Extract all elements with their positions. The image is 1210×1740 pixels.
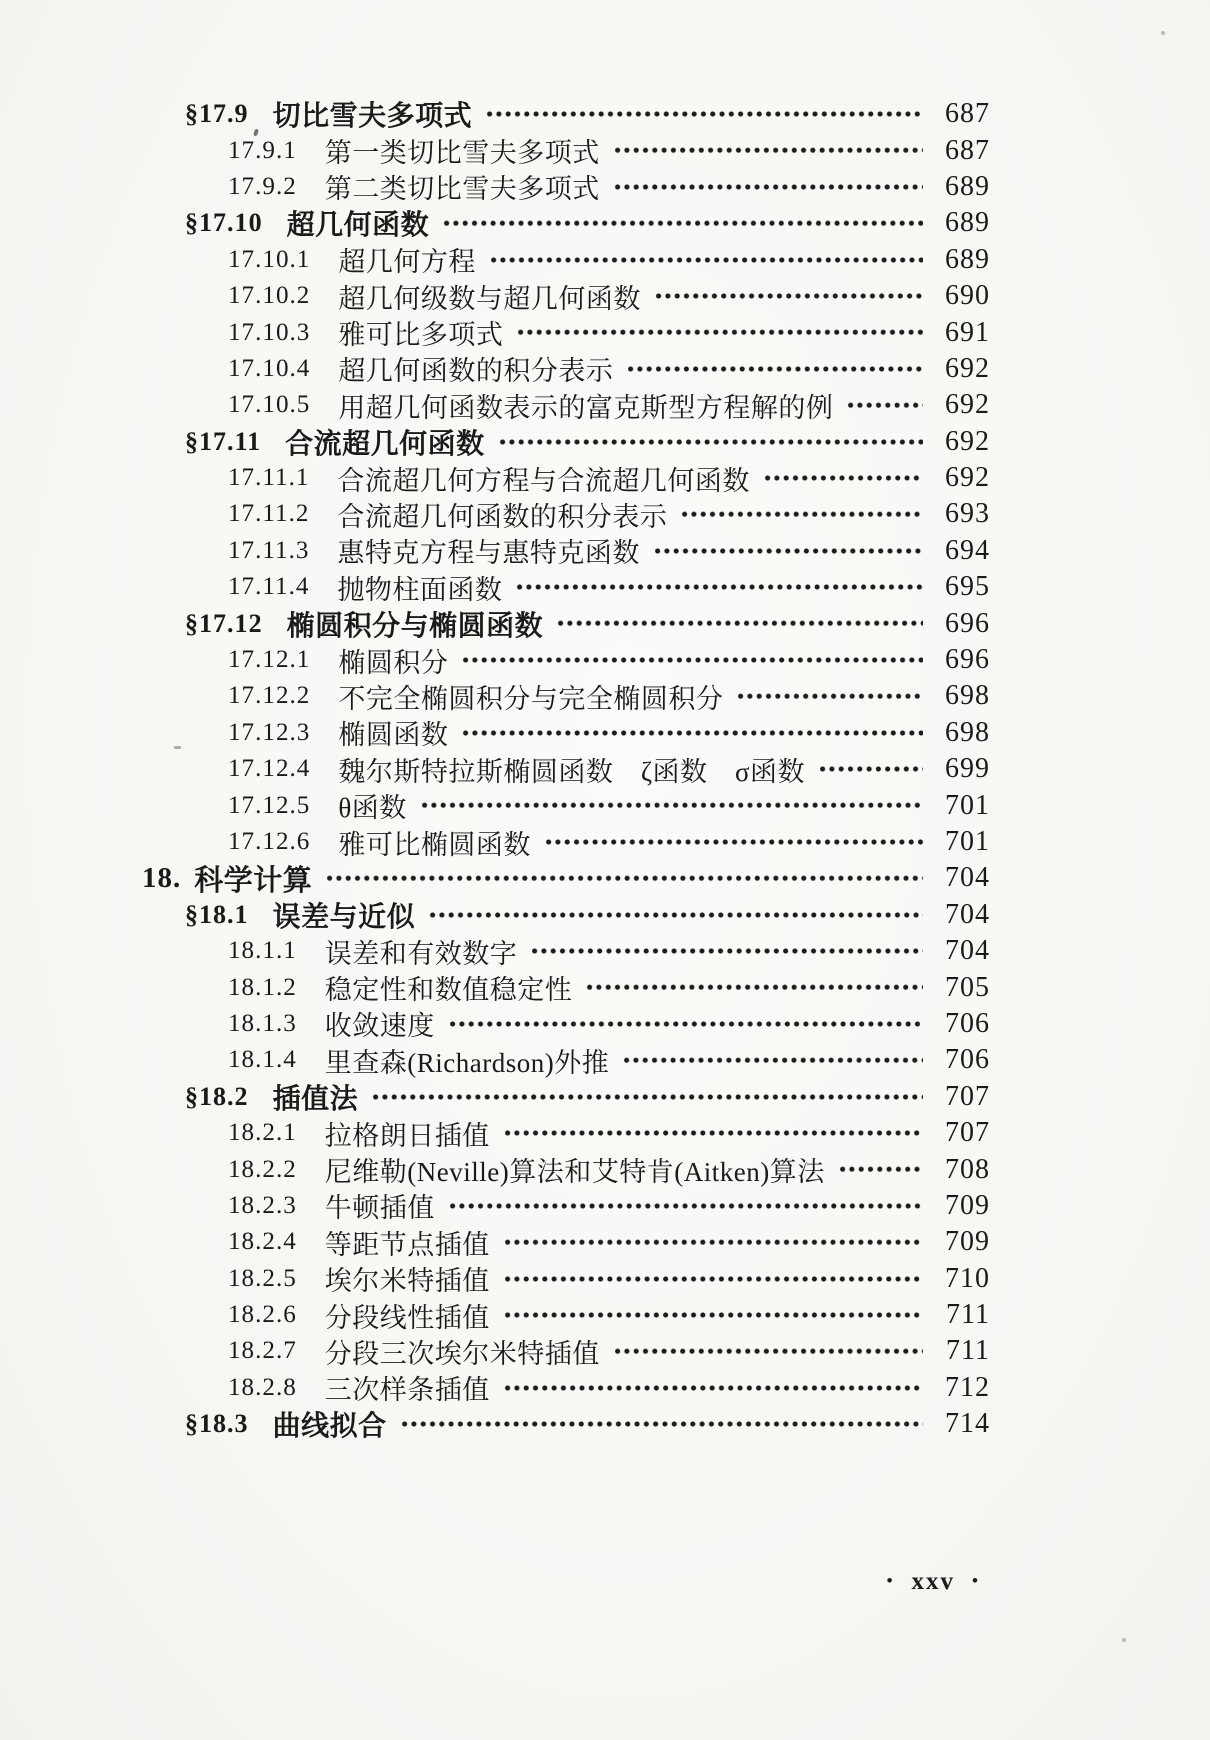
toc-entry-page: 705 bbox=[945, 971, 990, 1003]
toc-entry-page: 687 bbox=[945, 134, 990, 166]
toc-entry bbox=[0, 314, 1210, 350]
toc-entry-page: 698 bbox=[945, 680, 990, 712]
toc-entry bbox=[0, 1042, 1210, 1078]
toc-entry-page: 714 bbox=[945, 1408, 990, 1440]
toc-entry bbox=[0, 351, 1210, 387]
toc-entry-page: 689 bbox=[945, 207, 990, 239]
toc-entry-title: 切比雪夫多项式 bbox=[272, 101, 473, 133]
toc-entry bbox=[0, 1333, 1210, 1369]
dot-leader bbox=[622, 1042, 923, 1078]
toc-entry bbox=[0, 96, 1210, 132]
toc-entry-title: 超几何级数与超几何函数 bbox=[338, 283, 641, 314]
toc-entry-page: 706 bbox=[945, 1044, 990, 1076]
toc-entry bbox=[0, 824, 1210, 860]
toc-entry-number: 17.12.4 bbox=[228, 755, 311, 783]
dot-leader bbox=[653, 533, 923, 569]
dot-leader bbox=[489, 242, 923, 278]
toc-entry-title: 误差和有效数字 bbox=[324, 938, 518, 969]
toc-entry-title: 里查森(Richardson)外推 bbox=[324, 1047, 610, 1078]
toc-entry-title: 分段三次埃尔米特插值 bbox=[324, 1338, 600, 1369]
footer-right-dot-icon: • bbox=[972, 1571, 980, 1590]
toc-entry-number: 17.9.2 bbox=[228, 172, 297, 200]
toc-entry-page: 701 bbox=[945, 789, 990, 821]
toc-entry-page: 689 bbox=[945, 243, 990, 275]
dot-leader bbox=[654, 278, 923, 314]
toc-entry-number: 18.2.1 bbox=[228, 1119, 297, 1147]
toc-entry-number: 17.10.3 bbox=[228, 318, 311, 346]
toc-entry bbox=[0, 387, 1210, 423]
toc-entry-title: 不完全椭圆积分与完全椭圆积分 bbox=[338, 683, 724, 714]
toc-entry bbox=[0, 460, 1210, 496]
toc-entry bbox=[0, 496, 1210, 532]
footer-page-roman: xxv bbox=[911, 1568, 956, 1595]
toc-entry-number: 18.1.1 bbox=[228, 937, 297, 965]
dot-leader bbox=[448, 1188, 923, 1224]
toc-entry bbox=[0, 642, 1210, 678]
toc-entry-number: §17.11 bbox=[185, 426, 262, 456]
dot-leader bbox=[498, 424, 923, 460]
toc-entry-number: §18.2 bbox=[185, 1081, 249, 1111]
dot-leader bbox=[516, 314, 923, 350]
toc-entry-number: §18.1 bbox=[185, 899, 249, 929]
toc-entry-number: 18.1.3 bbox=[228, 1009, 297, 1037]
toc-entry-page: 696 bbox=[945, 607, 990, 639]
toc-entry-title: 分段线性插值 bbox=[324, 1302, 490, 1333]
dot-leader bbox=[680, 496, 923, 532]
toc-entry-title: 超几何函数的积分表示 bbox=[338, 356, 614, 387]
toc-entry-title: 第一类切比雪夫多项式 bbox=[324, 138, 600, 169]
dot-leader bbox=[818, 751, 923, 787]
toc-entry-page: 699 bbox=[945, 753, 990, 785]
toc-entry-number: 17.12.6 bbox=[228, 828, 311, 855]
dot-leader bbox=[736, 678, 923, 714]
toc-entry-number: 17.12.5 bbox=[228, 791, 311, 819]
toc-entry-page: 709 bbox=[945, 1189, 990, 1221]
toc-entry bbox=[0, 860, 1210, 896]
dot-leader bbox=[503, 1261, 923, 1297]
toc-entry-page: 712 bbox=[945, 1371, 990, 1403]
dot-leader bbox=[400, 1406, 923, 1442]
toc-entry-title: 合流超几何函数 bbox=[285, 428, 485, 460]
dot-leader bbox=[325, 860, 923, 896]
toc-entry-number: 17.12.2 bbox=[228, 682, 311, 710]
toc-entry-title: 超几何方程 bbox=[338, 247, 476, 278]
toc-entry-number: §17.12 bbox=[185, 608, 263, 638]
toc-entry-number: 18.2.4 bbox=[228, 1228, 297, 1256]
toc-entry-page: 707 bbox=[945, 1080, 990, 1112]
toc-entry-number: 18.2.2 bbox=[228, 1155, 297, 1183]
dot-leader bbox=[763, 460, 923, 496]
toc-entry-page: 690 bbox=[945, 280, 990, 312]
dot-leader bbox=[626, 351, 923, 387]
scan-speck bbox=[1161, 31, 1165, 35]
toc-entry-title: 插值法 bbox=[272, 1083, 359, 1115]
toc-entry-title: 曲线拟合 bbox=[272, 1411, 387, 1443]
dot-leader bbox=[503, 1297, 923, 1333]
toc-entry-number: 17.11.4 bbox=[228, 573, 310, 601]
toc-entry bbox=[0, 169, 1210, 205]
dot-leader bbox=[544, 824, 923, 860]
toc-entry-title: 惠特克方程与惠特克函数 bbox=[337, 538, 640, 569]
toc-entry-number: 17.10.1 bbox=[228, 245, 311, 273]
toc-entry bbox=[0, 678, 1210, 714]
footer-left-dot-icon: • bbox=[886, 1571, 895, 1590]
toc-entry bbox=[0, 533, 1210, 569]
toc-entry-title: 误差与近似 bbox=[272, 901, 416, 933]
dot-leader bbox=[613, 169, 923, 205]
toc-entry-page: 704 bbox=[945, 898, 990, 930]
toc-entry-number: 17.12.3 bbox=[228, 718, 311, 746]
toc-entry bbox=[0, 1151, 1210, 1187]
toc-entry-number: 18.2.5 bbox=[228, 1264, 297, 1292]
dot-leader bbox=[846, 387, 923, 423]
toc-entry bbox=[0, 715, 1210, 751]
toc-entry bbox=[0, 1006, 1210, 1042]
dot-leader bbox=[485, 96, 923, 132]
toc-entry bbox=[0, 1079, 1210, 1115]
toc-entry bbox=[0, 787, 1210, 823]
toc-list bbox=[0, 96, 1210, 1442]
toc-entry-number: 18.1.2 bbox=[228, 973, 297, 1001]
toc-entry bbox=[0, 242, 1210, 278]
toc-entry-page: 692 bbox=[945, 352, 990, 384]
toc-entry-title: 雅可比椭圆函数 bbox=[338, 829, 531, 860]
scan-speck bbox=[174, 746, 181, 749]
toc-entry-page: 696 bbox=[945, 644, 990, 676]
toc-entry-title: θ函数 bbox=[338, 793, 407, 824]
toc-entry bbox=[0, 933, 1210, 969]
dot-leader bbox=[461, 715, 923, 751]
toc-entry-page: 692 bbox=[945, 425, 990, 457]
toc-entry bbox=[0, 1115, 1210, 1151]
toc-entry-number: 17.10.4 bbox=[228, 354, 311, 382]
toc-entry-page: 695 bbox=[945, 571, 990, 603]
toc-entry-number: 18. bbox=[142, 861, 182, 894]
toc-entry-title: 魏尔斯特拉斯椭圆函数 ζ函数 σ函数 bbox=[338, 756, 806, 787]
toc-entry bbox=[0, 1370, 1210, 1406]
toc-entry-page: 692 bbox=[945, 462, 990, 494]
toc-entry-title: 三次样条插值 bbox=[324, 1375, 490, 1406]
toc-entry-number: 17.9.1 bbox=[228, 136, 297, 164]
dot-leader bbox=[613, 132, 923, 168]
page-footer bbox=[887, 1568, 980, 1596]
toc-entry-title: 雅可比多项式 bbox=[338, 320, 504, 351]
toc-entry-page: 691 bbox=[945, 316, 990, 348]
toc-entry bbox=[0, 132, 1210, 168]
toc-entry-number: 18.2.8 bbox=[228, 1373, 297, 1401]
dot-leader bbox=[371, 1079, 923, 1115]
dot-leader bbox=[515, 569, 923, 605]
dot-leader bbox=[503, 1224, 923, 1260]
toc-entry bbox=[0, 605, 1210, 641]
toc-entry-title: 等距节点插值 bbox=[324, 1229, 490, 1260]
toc-entry bbox=[0, 1224, 1210, 1260]
toc-entry-page: 701 bbox=[945, 826, 990, 857]
scan-speck bbox=[1122, 1638, 1126, 1642]
toc-entry-title: 尼维勒(Neville)算法和艾特肯(Aitken)算法 bbox=[324, 1157, 825, 1188]
toc-entry-title: 科学计算 bbox=[194, 864, 313, 897]
toc-entry-title: 收敛速度 bbox=[324, 1011, 435, 1042]
toc-entry-title: 牛顿插值 bbox=[324, 1193, 435, 1224]
toc-entry-page: 704 bbox=[945, 935, 990, 967]
toc-entry-title: 超几何函数 bbox=[286, 210, 430, 242]
toc-entry-page: 694 bbox=[945, 534, 990, 566]
toc-entry-number: 17.11.2 bbox=[228, 500, 310, 528]
toc-entry-title: 椭圆积分与椭圆函数 bbox=[286, 610, 544, 642]
toc-entry-page: 711 bbox=[946, 1335, 990, 1367]
dot-leader bbox=[585, 969, 923, 1005]
toc-entry-page: 708 bbox=[945, 1153, 990, 1185]
dot-leader bbox=[838, 1151, 923, 1187]
toc-entry-page: 692 bbox=[945, 389, 990, 421]
toc-entry-page: 710 bbox=[945, 1262, 990, 1294]
toc-entry-page: 709 bbox=[945, 1226, 990, 1258]
dot-leader bbox=[530, 933, 923, 969]
toc-entry-page: 693 bbox=[945, 498, 990, 530]
toc-entry-number: §17.9 bbox=[185, 99, 249, 129]
dot-leader bbox=[448, 1006, 923, 1042]
toc-entry bbox=[0, 1261, 1210, 1297]
toc-entry-number: 18.2.7 bbox=[228, 1337, 297, 1365]
toc-entry-number: 18.2.6 bbox=[228, 1301, 297, 1329]
toc-entry-number: 17.10.2 bbox=[228, 282, 311, 310]
toc-entry bbox=[0, 897, 1210, 933]
toc-entry-number: 17.12.1 bbox=[228, 646, 311, 674]
toc-entry bbox=[0, 278, 1210, 314]
toc-entry-page: 698 bbox=[945, 716, 990, 748]
toc-entry-page: 706 bbox=[945, 1007, 990, 1039]
dot-leader bbox=[461, 642, 923, 678]
toc-entry-title: 合流超几何方程与合流超几何函数 bbox=[337, 465, 750, 496]
dot-leader bbox=[556, 605, 923, 641]
toc-entry-title: 稳定性和数值稳定性 bbox=[324, 975, 573, 1006]
dot-leader bbox=[613, 1333, 923, 1369]
toc-entry-title: 椭圆函数 bbox=[338, 720, 449, 751]
toc-entry-title: 用超几何函数表示的富克斯型方程解的例 bbox=[338, 392, 834, 423]
toc-entry-title: 第二类切比雪夫多项式 bbox=[324, 174, 600, 205]
dot-leader bbox=[428, 897, 923, 933]
toc-entry-number: 18.1.4 bbox=[228, 1046, 297, 1074]
toc-entry bbox=[0, 424, 1210, 460]
toc-entry-title: 椭圆积分 bbox=[338, 647, 449, 678]
toc-entry bbox=[0, 1297, 1210, 1333]
toc-entry-title: 合流超几何函数的积分表示 bbox=[337, 502, 668, 532]
toc-entry-number: §17.10 bbox=[185, 208, 263, 238]
toc-entry-number: §18.3 bbox=[185, 1409, 249, 1439]
toc-entry bbox=[0, 1188, 1210, 1224]
toc-entry bbox=[0, 569, 1210, 605]
toc-entry-title: 埃尔米特插值 bbox=[324, 1266, 490, 1297]
dot-leader bbox=[442, 205, 923, 241]
dot-leader bbox=[420, 787, 923, 823]
toc-entry-number: 17.11.1 bbox=[228, 464, 310, 492]
toc-entry bbox=[0, 751, 1210, 787]
toc-entry bbox=[0, 969, 1210, 1005]
dot-leader bbox=[503, 1115, 923, 1151]
toc-entry-page: 704 bbox=[945, 862, 990, 894]
toc-entry-number: 17.10.5 bbox=[228, 391, 311, 419]
toc-entry bbox=[0, 205, 1210, 241]
toc-entry-page: 689 bbox=[945, 170, 990, 202]
toc-entry-page: 711 bbox=[946, 1299, 990, 1331]
toc-entry-title: 拉格朗日插值 bbox=[324, 1120, 490, 1151]
toc-entry-number: 18.2.3 bbox=[228, 1191, 297, 1219]
toc-entry-number: 17.11.3 bbox=[228, 536, 310, 564]
dot-leader bbox=[503, 1370, 923, 1406]
toc-entry-page: 687 bbox=[945, 98, 990, 130]
toc-entry-page: 707 bbox=[945, 1117, 990, 1149]
toc-entry bbox=[0, 1406, 1210, 1442]
toc-entry-title: 抛物柱面函数 bbox=[337, 574, 503, 605]
